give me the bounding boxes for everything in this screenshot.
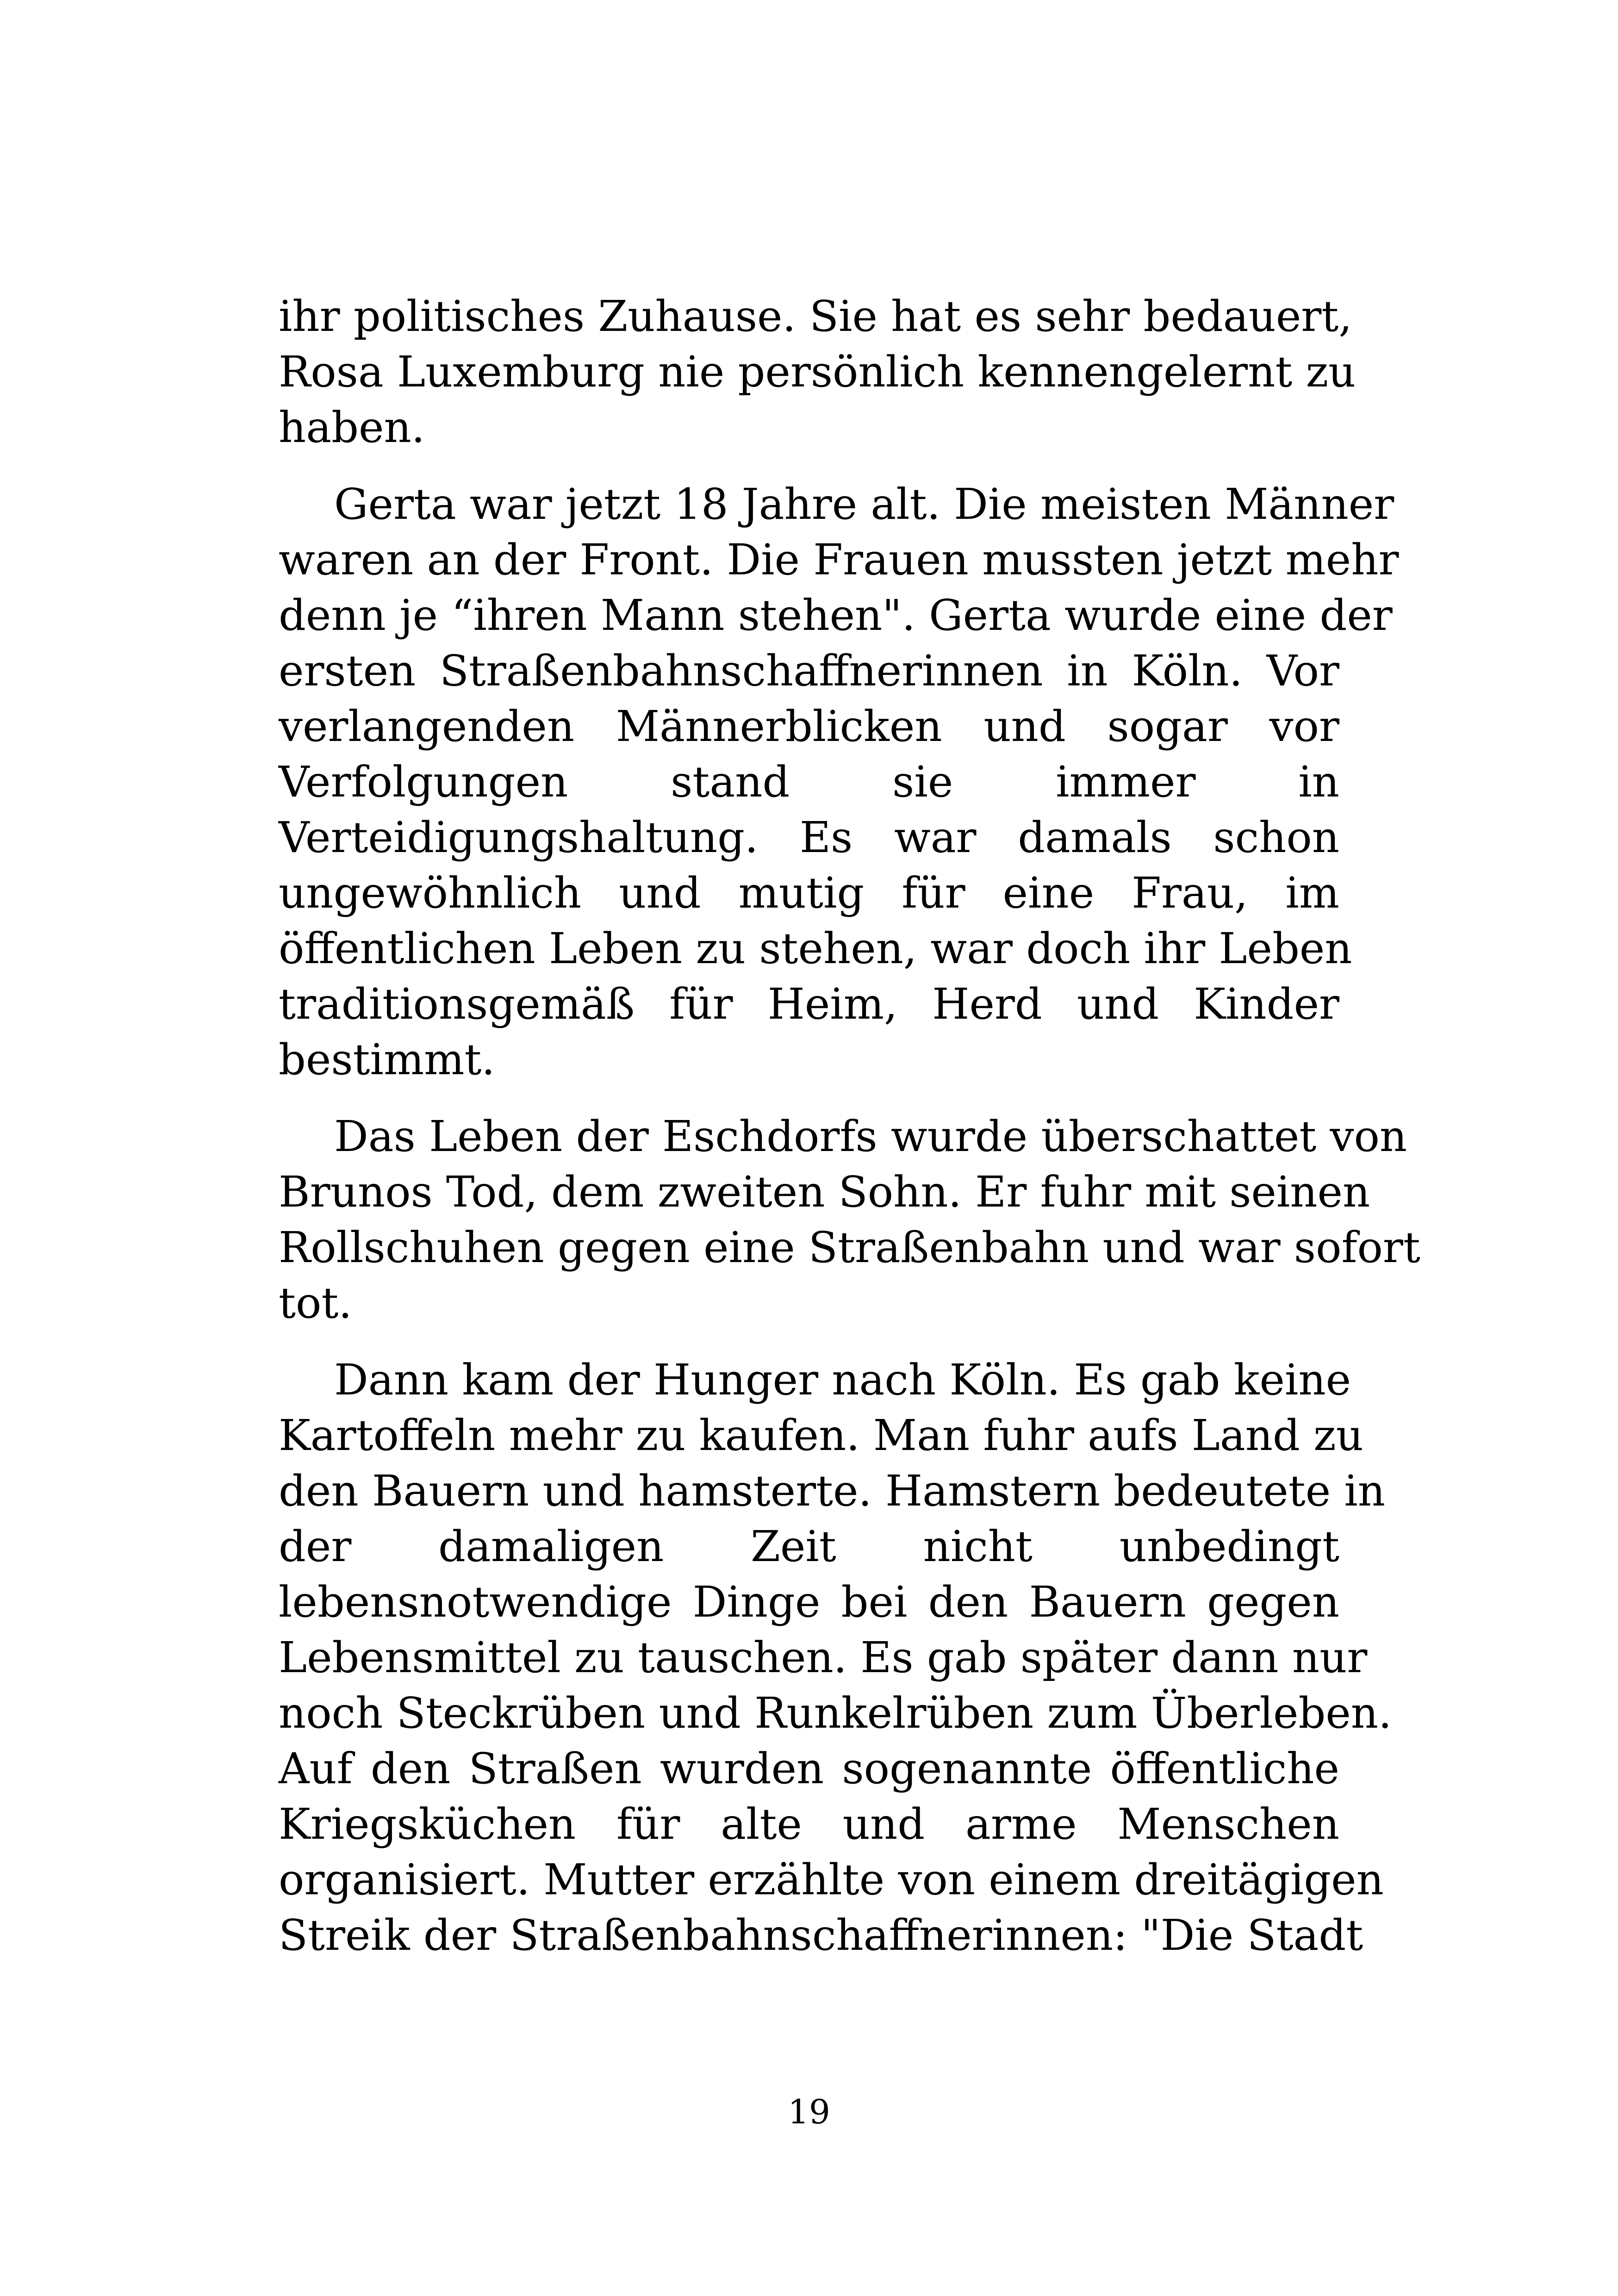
text-line: bestimmt. — [279, 1035, 495, 1084]
text-line: ungewöhnlich und mutig für eine Frau, im — [279, 868, 1339, 918]
text-line: Rollschuhen gegen eine Straßenbahn und war sofort — [279, 1223, 1420, 1272]
page-number: 19 — [788, 2092, 830, 2131]
text-line: Rosa Luxemburg nie persönlich kennengelernt zu — [279, 347, 1356, 397]
text-line: Kriegsküchen für alte und arme Menschen — [279, 1799, 1339, 1849]
text-line: Das Leben der Eschdorfs wurde überschattet von — [334, 1112, 1407, 1161]
text-line: den Bauern und hamsterte. Hamstern bedeutete in — [279, 1466, 1386, 1516]
paragraph-gap — [279, 455, 1339, 477]
paragraph — [279, 477, 1399, 1088]
text-line: der damaligen Zeit nicht unbedingt — [279, 1522, 1339, 1571]
text-line: Gerta war jetzt 18 Jahre alt. Die meisten Männer — [334, 479, 1394, 529]
paragraph — [279, 1352, 1392, 1963]
paragraph — [279, 1109, 1420, 1331]
paragraph-gap — [279, 1331, 1339, 1352]
text-line: organisiert. Mutter erzählte von einem dreitägigen — [279, 1855, 1384, 1904]
text-line: Brunos Tod, dem zweiten Sohn. Er fuhr mit seinen — [279, 1167, 1370, 1217]
body-text — [279, 289, 1420, 1963]
text-line: waren an der Front. Die Frauen mussten jetzt mehr — [279, 535, 1399, 585]
text-line: denn je “ihren Mann stehen". Gerta wurde eine der — [279, 591, 1393, 640]
text-line: Dann kam der Hunger nach Köln. Es gab keine — [334, 1355, 1351, 1405]
text-line: Streik der Straßenbahnschaffnerinnen: "Die Stadt — [279, 1910, 1363, 1960]
paragraph — [279, 289, 1356, 455]
text-line: ersten Straßenbahnschaffnerinnen in Köln. Vor — [279, 646, 1339, 696]
text-line: Kartoffeln mehr zu kaufen. Man fuhr aufs Land zu — [279, 1411, 1363, 1460]
text-line: lebensnotwendige Dinge bei den Bauern gegen — [279, 1577, 1339, 1627]
text-line: ihr politisches Zuhause. Sie hat es sehr bedauert, — [279, 292, 1352, 341]
text-line: traditionsgemäß für Heim, Herd und Kinder — [279, 979, 1339, 1029]
text-line: tot. — [279, 1278, 352, 1328]
paragraph-gap — [279, 1088, 1339, 1109]
text-line: Verteidigungshaltung. Es war damals schon — [279, 813, 1339, 862]
text-line: noch Steckrüben und Runkelrüben zum Überleben. — [279, 1688, 1392, 1738]
text-line: Auf den Straßen wurden sogenannte öffentliche — [279, 1744, 1339, 1793]
text-line: Lebensmittel zu tauschen. Es gab später dann nur — [279, 1633, 1368, 1682]
text-line: Verfolgungen stand sie immer in — [279, 757, 1339, 807]
text-line: haben. — [279, 403, 425, 452]
text-line: öffentlichen Leben zu stehen, war doch ihr Leben — [279, 924, 1352, 973]
text-line: verlangenden Männerblicken und sogar vor — [279, 702, 1339, 751]
